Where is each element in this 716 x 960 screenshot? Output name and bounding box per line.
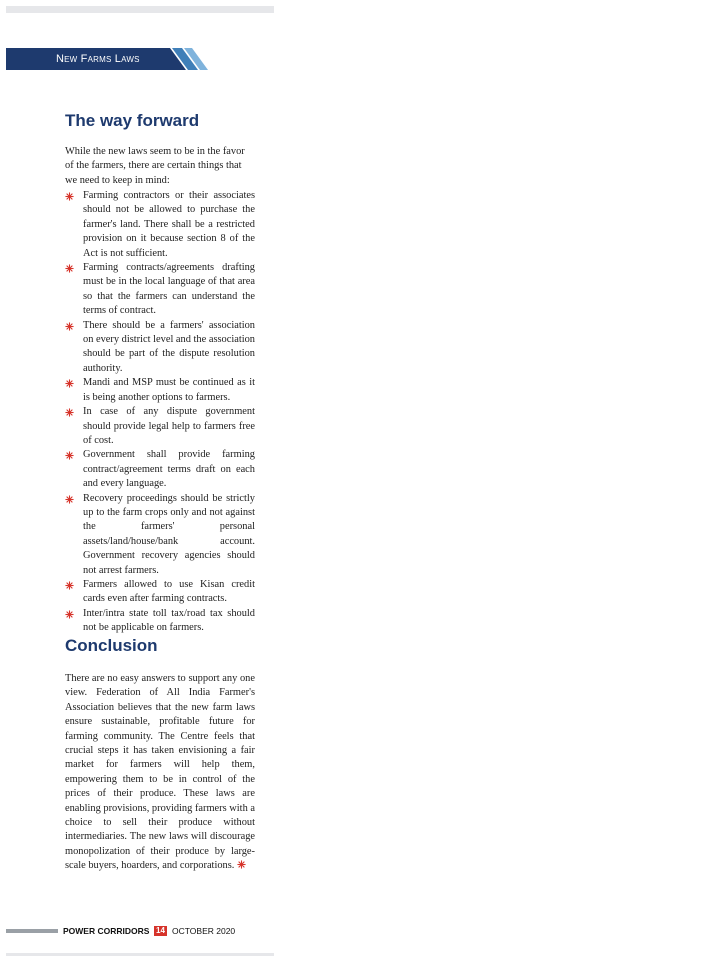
conclusion-paragraph	[65, 672, 255, 874]
list-item-text: Mandi and MSP must be continued as it is being another options to farmers.	[83, 377, 255, 403]
footer-date: OCTOBER 2020	[172, 926, 236, 936]
page-number-badge: 14	[156, 926, 165, 935]
asterisk-flower-icon	[65, 379, 74, 388]
page-footer	[6, 925, 274, 937]
header-stripes-decoration	[156, 48, 216, 70]
list-item-text: Farming contracts/agreements drafting must be in the local language of that area so that the farmers can understand the terms of contract.	[83, 262, 255, 317]
magazine-page	[6, 6, 274, 956]
asterisk-flower-icon	[65, 264, 74, 273]
list-item-text: Farmers allowed to use Kisan credit cards even after farming contracts.	[83, 578, 255, 605]
footer-brand: POWER CORRIDORS	[63, 926, 150, 936]
list-item	[65, 376, 255, 405]
recommendations-list	[65, 189, 255, 636]
list-item	[65, 492, 255, 578]
list-item	[65, 189, 255, 261]
list-item-text: In case of any dispute government should provide legal help to farmers free of cost.	[83, 406, 255, 446]
list-item	[65, 578, 255, 607]
list-item	[65, 607, 255, 636]
asterisk-flower-icon	[65, 192, 74, 201]
asterisk-flower-icon	[65, 495, 74, 504]
list-item-text: There should be a farmers' association on every district level and the association should be part of the dispute resolution authority.	[83, 319, 255, 374]
list-item	[65, 405, 255, 448]
asterisk-flower-icon	[65, 408, 74, 417]
conclusion-text: There are no easy answers to support any one view. Federation of All India Farmer's Association believes that the new farm laws ensure sustainable, profitable future for farming community. The Centre feels that crucial steps it has taken envisioning a fair market for farmers will help them, empowering them to be in control of the prices of their produce. These laws are enabling provisions, providing farmers with a choice to sell their produce without intermediaries. The new laws will discourage monopolization of their produce by large-scale buyers, hoarders, and corporations.	[65, 673, 255, 872]
asterisk-flower-icon	[65, 322, 74, 331]
list-item-text: Farming contractors or their associates should not be allowed to purchase the farmer's land. There shall be a restricted provision on it because section 8 of the Act is not sufficient.	[83, 190, 255, 259]
list-item-text: Government shall provide farming contract/agreement terms draft on each and every language.	[83, 449, 255, 490]
list-item	[65, 261, 255, 319]
list-item-text: Inter/intra state toll tax/road tax should not be applicable on farmers.	[83, 607, 255, 634]
heading-conclusion: Conclusion	[65, 636, 158, 655]
heading-way-forward: The way forward	[65, 111, 200, 130]
asterisk-flower-icon	[65, 451, 74, 460]
footer-rule	[6, 929, 58, 933]
list-item	[65, 448, 255, 491]
asterisk-flower-icon	[65, 581, 74, 590]
asterisk-flower-icon	[237, 860, 246, 869]
list-item	[65, 319, 255, 377]
section-label: New Farms Laws	[6, 48, 156, 70]
list-item-text: Recovery proceedings should be strictly up to the farm crops only and not against the farmers' personal assets/land/house/bank account. Government recovery agencies should not arrest farmers.	[83, 492, 255, 576]
intro-paragraph: While the new laws seem to be in the favor of the farmers, there are certain things that we need to keep in mind:	[65, 146, 245, 186]
asterisk-flower-icon	[65, 610, 74, 619]
section-header	[6, 48, 274, 70]
